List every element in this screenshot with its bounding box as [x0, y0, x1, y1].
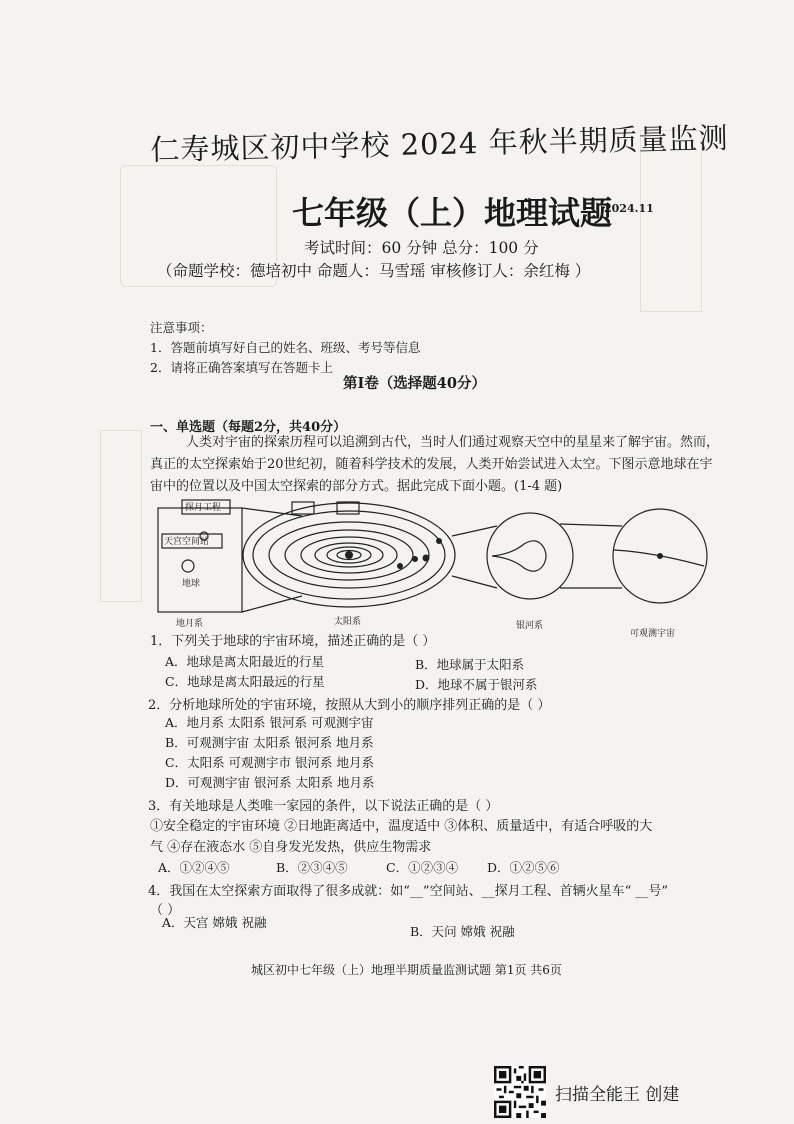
section-heading: 第Ⅰ卷（选择题40分）	[343, 375, 486, 392]
page-footer: 城区初中七年级（上）地理半期质量监测试题 第1页 共6页	[251, 963, 562, 977]
question-2-option-a: A．地月系 太阳系 银河系 可观测宇宙	[165, 715, 374, 730]
question-2-option-b: B．可观测宇宙 太阳系 银河系 地月系	[165, 735, 374, 750]
planet-marker	[436, 538, 442, 544]
exam-date: 2024.11	[604, 202, 654, 215]
planet-marker	[397, 563, 403, 569]
label-lunar-probe: 探月工程	[185, 503, 222, 513]
question-4-stem: 4．我国在太空探索方面取得了很多成就：如“__”空间站、__探月工程、首辆火星车“ __号”	[148, 884, 668, 899]
question-3-stem-line3: 气 ④存在液态水 ⑤自身发光发热，供应生物需求	[150, 840, 432, 855]
question-1-option-d: D．地球不属于银河系	[415, 677, 538, 692]
school-title: 仁寿城区初中学校 2024 年秋半期质量监测	[150, 120, 729, 167]
galaxy-disk	[492, 541, 546, 571]
connector-line	[452, 526, 497, 536]
question-4-option-a: A．天宫 嫦娥 祝融	[162, 915, 267, 930]
label-earth-moon-system: 地月系	[176, 619, 204, 629]
galaxy-circle	[487, 513, 573, 599]
question-3-option-c: C．①②③④	[386, 860, 459, 875]
question-1-option-c: C．地球是离太阳最远的行星	[165, 674, 325, 689]
label-galaxy: 银河系	[516, 621, 544, 631]
qr-code-icon	[494, 1066, 546, 1118]
earth-moon-box	[158, 508, 242, 612]
earth-marker	[182, 560, 194, 572]
question-3-stem: 3．有关地球是人类唯一家园的条件，以下说法正确的是（ ）	[148, 799, 499, 814]
question-2-option-c: C．太阳系 可观测宇市 银河系 地月系	[165, 755, 374, 770]
question-1-stem: 1．下列关于地球的宇宙环境，描述正确的是（ ）	[150, 634, 436, 649]
notes-item: 2．请将正确答案填写在答题卡上	[150, 360, 333, 375]
planet-marker	[423, 555, 430, 562]
part1-heading: 一、单选题（每题2分，共40分）	[150, 420, 347, 435]
notes-block	[150, 318, 420, 378]
connector-line	[560, 524, 622, 526]
exam-info: 考试时间：60 分钟 总分：100 分	[304, 239, 539, 257]
planet-marker	[412, 556, 418, 562]
label-space-station: 天宫空间站	[164, 537, 210, 547]
notes-item: 1．答题前填写好自己的姓名、班级、考号等信息	[150, 340, 421, 355]
question-1-option-a: A．地球是离太阳最近的行星	[165, 654, 325, 669]
label-solar-system: 太阳系	[334, 617, 362, 627]
question-1-option-b: B．地球属于太阳系	[415, 657, 525, 672]
sun-marker	[345, 551, 353, 559]
label-observable-universe: 可观测宇宙	[630, 629, 676, 639]
part1-intro: 人类对宇宙的探索历程可以追溯到古代，当时人们通过观察天空中的星星来了解宇宙。然而，真正的太空探索始于20世纪初，随着科学技术的发展，人类开始尝试进入太空。下图示意地球在宇宙中的位置以及中国太空探索的部分方式。据此完成下面小题。(1-4 题)	[150, 435, 720, 494]
question-3-stem-line2: ①安全稳定的宇宙环境 ②日地距离适中，温度适中 ③体积、质量适中，有适合呼吸的大	[150, 819, 653, 834]
question-2-option-d: D．可观测宇宙 银河系 太阳系 地月系	[165, 775, 375, 790]
question-3-option-d: D．①②⑤⑥	[487, 860, 560, 875]
galaxy-position-marker	[657, 553, 663, 559]
question-3-option-a: A．①②④⑤	[158, 860, 230, 875]
notes-heading: 注意事项：	[150, 320, 213, 335]
connector-line	[452, 576, 497, 588]
question-3-option-b: B．②③④⑤	[276, 860, 348, 875]
label-box	[337, 502, 359, 514]
connector-line	[242, 596, 302, 612]
connector-line	[242, 508, 302, 516]
setters-info: （命题学校：德培初中 命题人：马雪瑶 审核修订人：余红梅 ）	[157, 262, 591, 280]
exam-title: 七年级（上）地理试题	[292, 194, 613, 232]
label-earth: 地球	[182, 579, 201, 589]
question-2-stem: 2．分析地球所处的宇宙环境，按照从大到小的顺序排列正确的是（ ）	[148, 698, 551, 713]
question-4-stem-line2: （ ）	[150, 903, 181, 918]
question-4-option-b: B．天问 嫦娥 祝融	[410, 924, 515, 939]
bleed-through-mark	[100, 430, 142, 602]
scanner-watermark: 扫描全能王 创建	[555, 1085, 680, 1105]
